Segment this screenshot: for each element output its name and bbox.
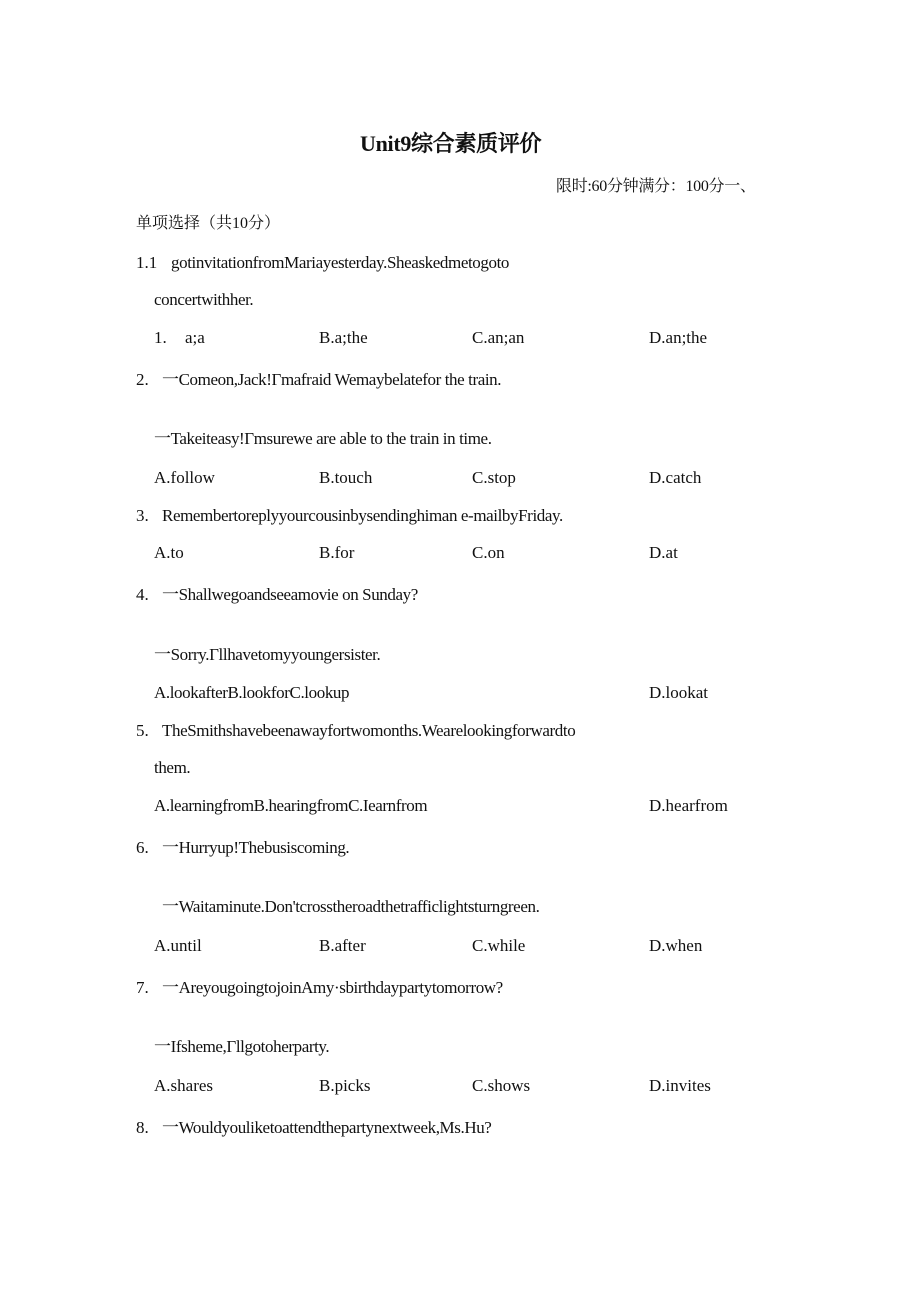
option-b: B.for (319, 543, 355, 562)
question-stem: Remembertoreplyyourcousinbysendinghiman e-mailbyFriday. (162, 506, 563, 525)
question-stem: 一Comeon,Jack!Γmafraid Wemaybelatefor the train. (162, 370, 502, 389)
option-d: D.at (649, 543, 678, 562)
option-a: A.until (154, 936, 202, 955)
question-stem: gotinvitationfromMariayesterday.Sheaskedmetogoto (171, 253, 510, 272)
option-d: D.catch (649, 468, 702, 487)
question-stem: 一Hurryup!Thebusiscoming. (162, 838, 350, 857)
option-d: D.lookat (649, 683, 709, 702)
option-a: a;a (185, 328, 205, 347)
section-heading: 单项选择（共10分） (136, 215, 281, 232)
question-stem: 一AreyougoingtojoinAmy·sbirthdaypartytomorrow? (162, 978, 503, 997)
option-c: C.shows (472, 1076, 531, 1095)
question-number: 8. (136, 1118, 149, 1137)
question-number: 4. (136, 585, 149, 604)
option-d: D.when (649, 936, 703, 955)
option-a: A.follow (154, 468, 215, 487)
option-c: C.an;an (472, 328, 525, 347)
option-d: D.an;the (649, 328, 708, 347)
option-a-b-c: A.lookafterB.lookforC.lookup (154, 683, 350, 702)
option-b: B.touch (319, 468, 373, 487)
question-number: 2. (136, 370, 149, 389)
question-reply: 一Sorry.Γllhavetomyyoungersister. (154, 645, 381, 664)
question-reply: 一Waitaminute.Don'tcrosstheroadthetrafficlightsturngreen. (162, 897, 540, 916)
option-a-number: 1. (154, 328, 167, 347)
question-stem-continued: them. (154, 758, 191, 777)
question-number: 1.1 (136, 253, 158, 272)
question-stem: 一Wouldyouliketoattendthepartynextweek,Ms.Hu? (162, 1118, 492, 1137)
page-title: Unit9综合素质评价 (360, 131, 542, 156)
question-number: 7. (136, 978, 149, 997)
question-reply: 一Takeiteasy!Γmsurewe are able to the train in time. (154, 429, 492, 448)
option-a: A.to (154, 543, 184, 562)
option-a-b-c: A.learningfromB.hearingfromC.Iearnfrom (154, 796, 428, 815)
option-b: B.after (319, 936, 366, 955)
option-b: B.picks (319, 1076, 371, 1095)
option-c: C.stop (472, 468, 516, 487)
question-reply: 一Ifsheme,Γllgotoherparty. (154, 1037, 330, 1056)
question-stem: TheSmithshavebeenawayfortwomonths.Wearelookingforwardto (162, 721, 576, 740)
option-c: C.on (472, 543, 505, 562)
option-d: D.hearfrom (649, 796, 728, 815)
option-c: C.while (472, 936, 526, 955)
question-number: 3. (136, 506, 149, 525)
option-d: D.invites (649, 1076, 711, 1095)
question-number: 6. (136, 838, 149, 857)
time-limit-info: 限时:60分钟满分：100分一、 (556, 178, 756, 195)
option-a: A.shares (154, 1076, 214, 1095)
option-b: B.a;the (319, 328, 368, 347)
question-stem: 一Shallwegoandseeamovie on Sunday? (162, 585, 418, 604)
question-number: 5. (136, 721, 149, 740)
question-stem-continued: concertwithher. (154, 290, 254, 309)
